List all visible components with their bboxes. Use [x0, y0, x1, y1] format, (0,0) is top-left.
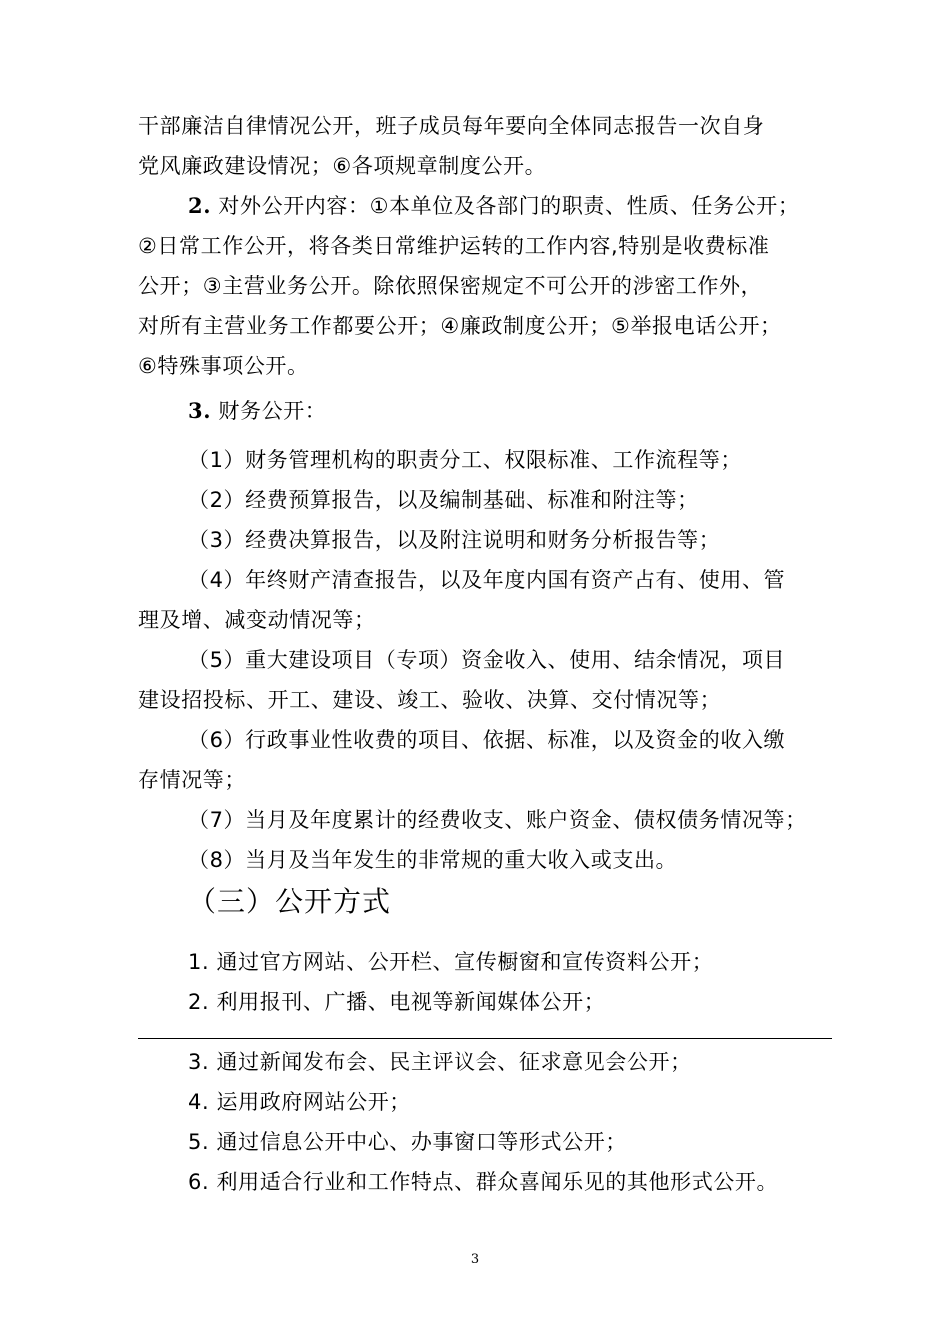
paragraph-line: 党风廉政建设情况；⑥各项规章制度公开。: [138, 154, 547, 178]
list-item-continuation: 建设招投标、开工、建设、竣工、验收、决算、交付情况等；: [138, 688, 722, 712]
paragraph-line: ②日常工作公开，将各类日常维护运转的工作内容,特别是收费标准: [138, 234, 770, 258]
list-item: （6）行政事业性收费的项目、依据、标准，以及资金的收入缴: [188, 728, 786, 752]
method-item: 1. 通过官方网站、公开栏、宣传橱窗和宣传资料公开；: [188, 950, 714, 974]
method-item: 6. 利用适合行业和工作特点、群众喜闻乐见的其他形式公开。: [188, 1170, 779, 1194]
list-item: （8）当月及当年发生的非常规的重大收入或支出。: [188, 848, 678, 872]
method-item: 2. 利用报刊、广播、电视等新闻媒体公开；: [188, 990, 606, 1014]
item-number: 3.: [188, 398, 212, 423]
list-item: （5）重大建设项目（专项）资金收入、使用、结余情况，项目: [188, 648, 786, 672]
list-item: （3）经费决算报告，以及附注说明和财务分析报告等；: [188, 528, 721, 552]
list-item: （2）经费预算报告，以及编制基础、标准和附注等；: [188, 488, 699, 512]
list-item-continuation: 存情况等；: [138, 768, 246, 792]
paragraph-text: 对外公开内容：①本单位及各部门的职责、性质、任务公开；: [218, 194, 800, 218]
method-item: 5. 通过信息公开中心、办事窗口等形式公开；: [188, 1130, 627, 1154]
page-number: 3: [470, 1252, 480, 1267]
method-item: 3. 通过新闻发布会、民主评议会、征求意见会公开；: [188, 1050, 692, 1074]
paragraph-line: ⑥特殊事项公开。: [138, 354, 309, 378]
item-number: 2.: [188, 193, 212, 218]
list-item-continuation: 理及增、减变动情况等；: [138, 608, 376, 632]
paragraph-line: [188, 397, 326, 425]
section-heading: （三）公开方式: [188, 885, 392, 918]
paragraph-line: 干部廉洁自律情况公开，班子成员每年要向全体同志报告一次自身: [138, 114, 765, 138]
method-item: 4. 运用政府网站公开；: [188, 1090, 411, 1114]
list-item: （4）年终财产清查报告，以及年度内国有资产占有、使用、管: [188, 568, 786, 592]
paragraph-text: 财务公开：: [211, 399, 327, 423]
paragraph-line: 对所有主营业务工作都要公开；④廉政制度公开；⑤举报电话公开；: [138, 314, 782, 338]
paragraph-line: 公开；③主营业务公开。除依照保密规定不可公开的涉密工作外，: [138, 274, 763, 298]
list-item: （1）财务管理机构的职责分工、权限标准、工作流程等；: [188, 448, 742, 472]
horizontal-divider: [138, 1038, 832, 1039]
list-item: （7）当月及年度累计的经费收支、账户资金、债权债务情况等；: [188, 808, 807, 832]
paragraph-line: [188, 192, 799, 220]
